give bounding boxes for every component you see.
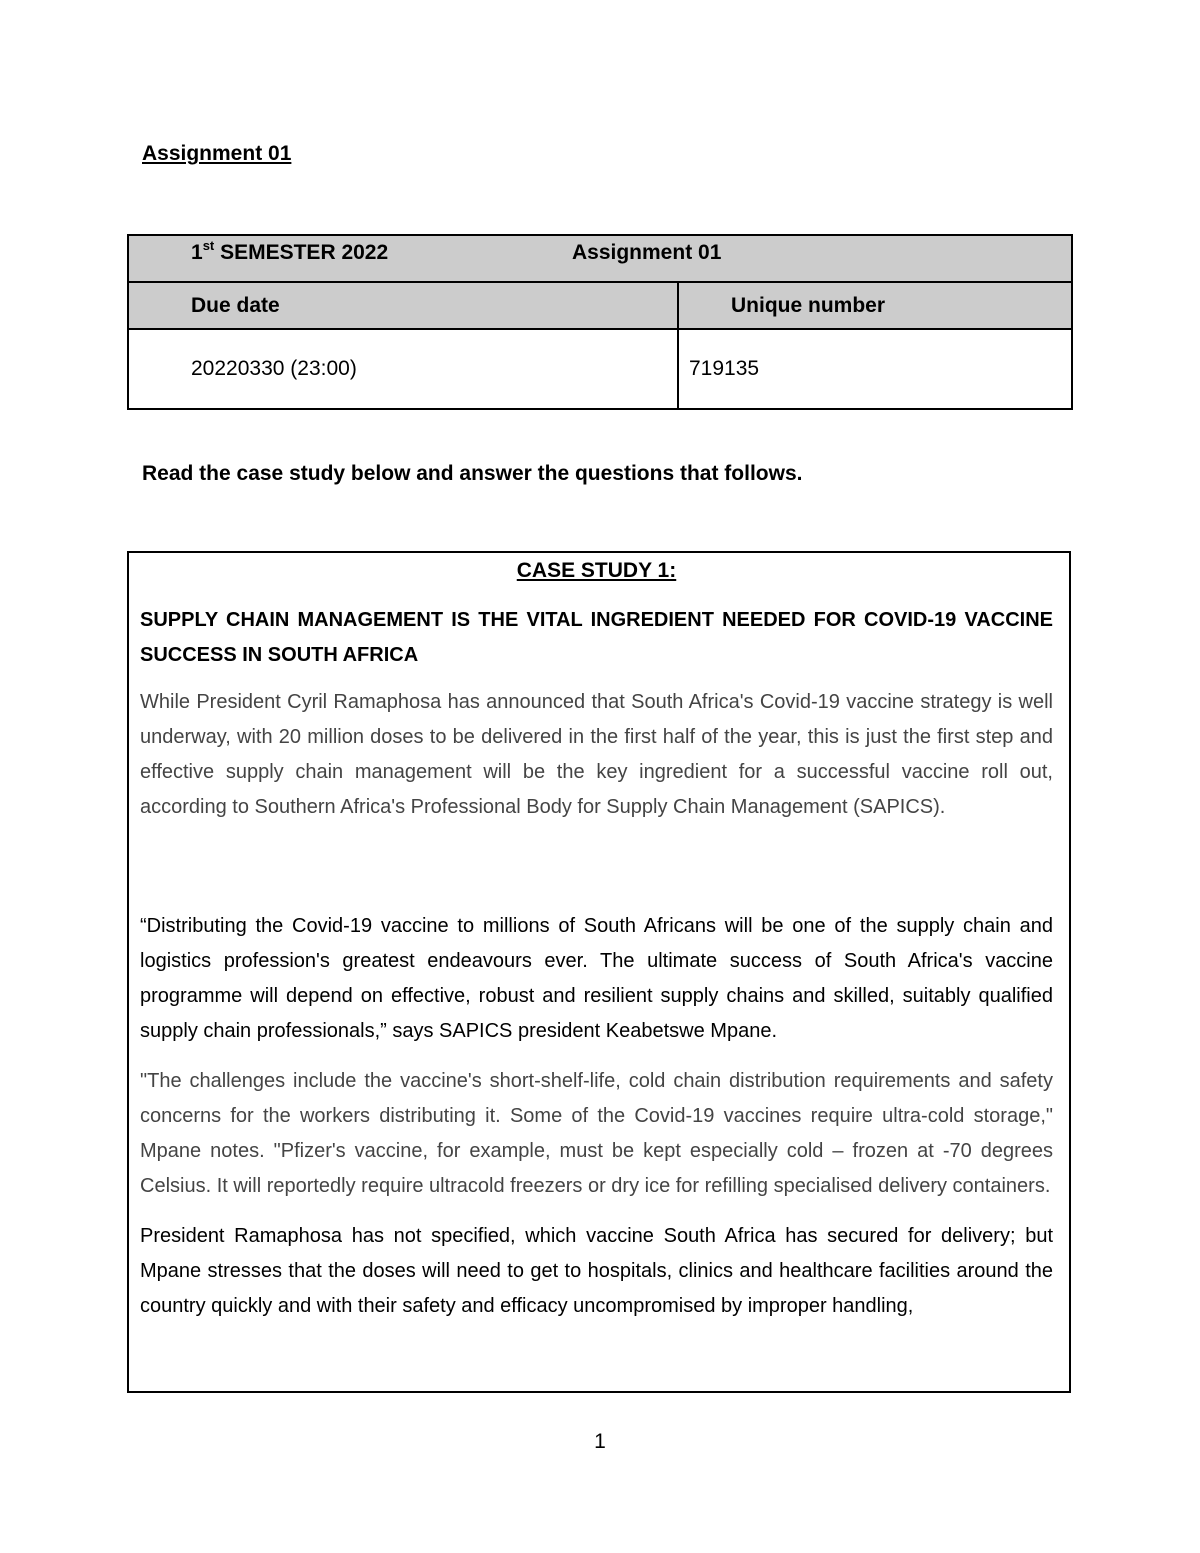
case-study-paragraph: President Ramaphosa has not specified, which vaccine South Africa has secured for delivery; but Mpane stresses that the doses will need to get to hospitals, clinics and healthcare facilities around the country quickly and with their safety and efficacy uncompromised by improper handling, — [140, 1225, 1053, 1317]
semester-ordinal: st — [202, 238, 215, 253]
case-study-paragraph: While President Cyril Ramaphosa has announced that South Africa's Covid-19 vaccine strategy is well underway, with 20 million doses to be delivered in the first half of the year, this is just the first step and effective supply chain management will be the key ingredient for a successful vaccine roll out, according to Southern Africa's Professional Body for Supply Chain Management (SAPICS). — [140, 691, 1053, 818]
instruction-text: Read the case study below and answer the questions that follows. — [142, 462, 803, 485]
values-row — [128, 329, 1072, 409]
semester-row — [128, 235, 1072, 282]
semester-cell — [128, 235, 1072, 282]
semester-label — [191, 238, 389, 265]
page-title: Assignment 01 — [142, 142, 292, 165]
case-study-box — [127, 551, 1071, 1393]
assignment-info-table — [127, 234, 1073, 410]
due-date-value: 20220330 (23:00) — [128, 329, 678, 409]
unique-number-value: 719135 — [678, 329, 1072, 409]
case-study-paragraph: “Distributing the Covid-19 vaccine to millions of South Africans will be one of the supply chain and logistics profession's greatest endeavours ever. The ultimate success of South Africa's vaccine programme will depend on effective, robust and resilient supply chains and skilled, suitably qualified supply chain professionals,” says SAPICS president Keabetswe Mpane. — [140, 915, 1053, 1042]
due-date-header: Due date — [128, 282, 678, 329]
assignment-label: Assignment 01 — [572, 241, 722, 264]
case-study-title: CASE STUDY 1: — [516, 559, 677, 582]
unique-number-header: Unique number — [678, 282, 1072, 329]
case-study-subtitle: SUPPLY CHAIN MANAGEMENT IS THE VITAL INGREDIENT NEEDED FOR COVID-19 VACCINE SUCCESS IN SOUTH AFRICA — [140, 609, 1053, 666]
case-study-paragraph: "The challenges include the vaccine's short-shelf-life, cold chain distribution requirements and safety concerns for the workers distributing it. Some of the Covid-19 vaccines require ultra-cold storage," Mpane notes. "Pfizer's vaccine, for example, must be kept especially cold – frozen at -70 degrees Celsius. It will reportedly require ultracold freezers or dry ice for refilling specialised delivery containers. — [140, 1070, 1053, 1197]
page-number: 1 — [594, 1430, 606, 1453]
header-row — [128, 282, 1072, 329]
semester-number: 1 — [191, 241, 203, 264]
semester-year: SEMESTER 2022 — [214, 241, 389, 264]
